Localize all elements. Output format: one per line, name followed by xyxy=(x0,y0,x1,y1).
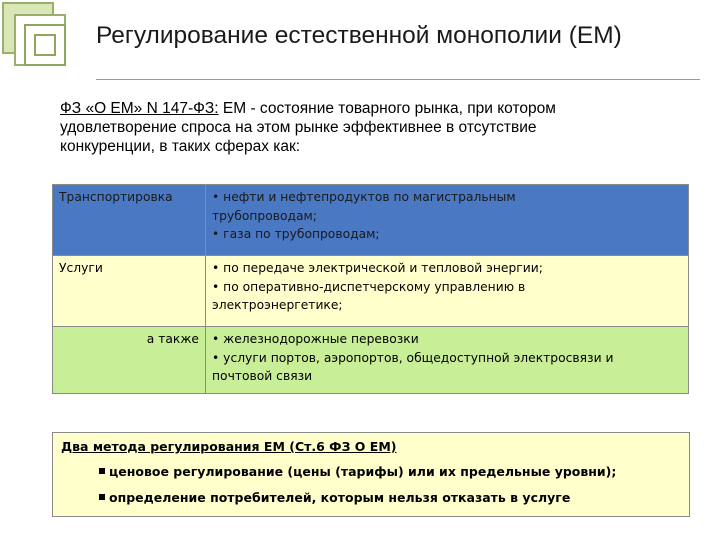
list-item: электроэнергетике; xyxy=(212,298,343,312)
row-label: Услуги xyxy=(53,256,206,327)
method-item-text: определение потребителей, которым нельзя отказать в услуге xyxy=(109,490,571,505)
intro-paragraph xyxy=(60,99,700,156)
row-label: а также xyxy=(53,327,206,394)
list-item: трубопроводам; xyxy=(212,208,317,223)
square-bullet-icon xyxy=(99,468,105,474)
list-item xyxy=(99,490,570,505)
table-row-also xyxy=(53,327,689,394)
square-bullet-icon xyxy=(99,494,105,500)
list-item: • по оперативно-диспетчерскому управлению в xyxy=(212,279,526,294)
list-item: • железнодорожные перевозки xyxy=(212,332,419,346)
law-reference-link[interactable]: ФЗ «О ЕМ» N 147-ФЗ: xyxy=(60,100,219,117)
list-item: почтовой связи xyxy=(212,369,313,383)
regulation-methods-box xyxy=(52,432,690,517)
table-row-services xyxy=(53,256,689,327)
list-item: • нефти и нефтепродуктов по магистральным xyxy=(212,190,516,204)
method-item-text: ценовое регулирование (цены (тарифы) или их предельные уровни); xyxy=(109,464,617,479)
methods-heading: Два метода регулирования ЕМ (Ст.6 ФЗ О ЕМ) xyxy=(61,439,397,454)
row-content xyxy=(206,256,689,327)
monopoly-spheres-table xyxy=(52,184,689,394)
intro-line-2: удовлетворение спроса на этом рынке эффективнее в отсутствие xyxy=(60,119,537,136)
logo-square-core xyxy=(34,34,56,56)
list-item xyxy=(99,464,616,479)
row-content xyxy=(206,327,689,394)
row-label: Транспортировка xyxy=(53,185,206,256)
intro-line-3: конкуренции, в таких сферах как: xyxy=(60,138,301,155)
table-row-transport xyxy=(53,185,689,256)
row-content xyxy=(206,185,689,256)
title-divider xyxy=(96,79,700,80)
slide-logo-squares xyxy=(0,0,80,80)
list-item: • газа по трубопроводам; xyxy=(212,227,380,241)
slide-title: Регулирование естественной монополии (ЕМ) xyxy=(96,22,622,49)
list-item: • по передаче электрической и тепловой энергии; xyxy=(212,261,543,275)
list-item: • услуги портов, аэропортов, общедоступной электросвязи и xyxy=(212,350,614,365)
intro-line-1: ЕМ - состояние товарного рынка, при котором xyxy=(218,100,556,117)
